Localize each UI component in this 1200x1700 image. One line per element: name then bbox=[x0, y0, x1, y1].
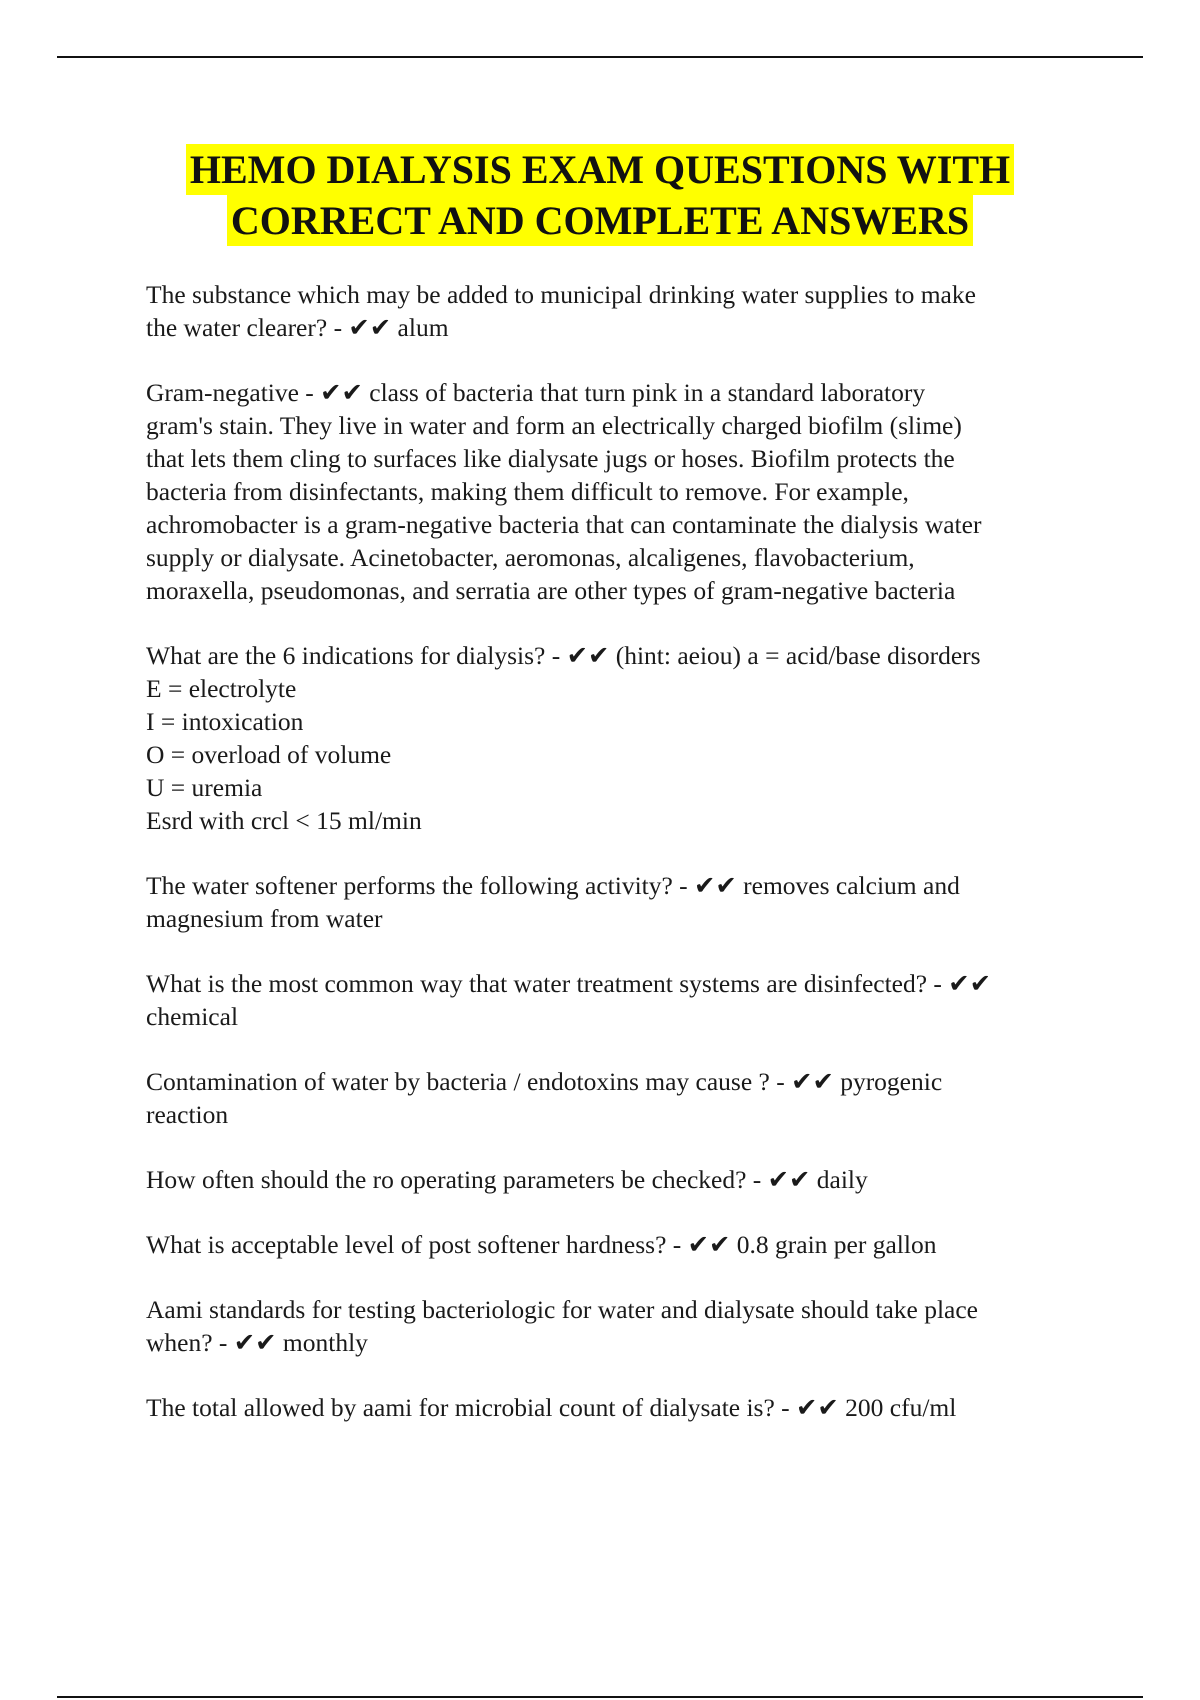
qa-line: bacteria from disinfectants, making them difficult to remove. For example, bbox=[146, 477, 909, 506]
qa-line: moraxella, pseudomonas, and serratia are other types of gram-negative bacteria bbox=[146, 576, 956, 605]
qa-line: reaction bbox=[146, 1100, 229, 1129]
bottom-rule bbox=[57, 1696, 1143, 1698]
title-line-2: CORRECT AND COMPLETE ANSWERS bbox=[227, 195, 973, 246]
qa-item bbox=[146, 869, 1086, 935]
qa-line: achromobacter is a gram-negative bacteria that can contaminate the dialysis water bbox=[146, 510, 982, 539]
qa-line: magnesium from water bbox=[146, 904, 383, 933]
qa-line: chemical bbox=[146, 1002, 239, 1031]
document-title bbox=[0, 144, 1200, 246]
qa-item bbox=[146, 1065, 1086, 1131]
qa-item bbox=[146, 1163, 1086, 1196]
qa-line: Aami standards for testing bacteriologic for water and dialysate should take place bbox=[146, 1295, 978, 1324]
qa-line: E = electrolyte bbox=[146, 674, 297, 703]
title-line-1: HEMO DIALYSIS EXAM QUESTIONS WITH bbox=[186, 144, 1014, 195]
qa-line: What are the 6 indications for dialysis? - ✔✔ (hint: aeiou) a = acid/base disorders bbox=[146, 641, 981, 670]
qa-line: What is acceptable level of post softener hardness? - ✔✔ 0.8 grain per gallon bbox=[146, 1230, 937, 1259]
qa-line: What is the most common way that water treatment systems are disinfected? - ✔✔ bbox=[146, 969, 992, 998]
qa-item bbox=[146, 278, 1086, 344]
qa-line: supply or dialysate. Acinetobacter, aeromonas, alcaligenes, flavobacterium, bbox=[146, 543, 915, 572]
qa-line: when? - ✔✔ monthly bbox=[146, 1328, 368, 1357]
qa-item bbox=[146, 376, 1086, 607]
qa-line: I = intoxication bbox=[146, 707, 304, 736]
qa-line: Contamination of water by bacteria / endotoxins may cause ? - ✔✔ pyrogenic bbox=[146, 1067, 943, 1096]
qa-item bbox=[146, 967, 1086, 1033]
qa-line: O = overload of volume bbox=[146, 740, 392, 769]
qa-item bbox=[146, 1391, 1086, 1424]
qa-line: Gram-negative - ✔✔ class of bacteria that turn pink in a standard laboratory bbox=[146, 378, 926, 407]
top-rule bbox=[57, 56, 1143, 58]
qa-item bbox=[146, 639, 1086, 837]
qa-line: The water softener performs the following activity? - ✔✔ removes calcium and bbox=[146, 871, 960, 900]
qa-line: The substance which may be added to municipal drinking water supplies to make bbox=[146, 280, 976, 309]
qa-line: gram's stain. They live in water and form an electrically charged biofilm (slime) bbox=[146, 411, 962, 440]
qa-line: that lets them cling to surfaces like dialysate jugs or hoses. Biofilm protects the bbox=[146, 444, 955, 473]
qa-item bbox=[146, 1228, 1086, 1261]
qa-line: How often should the ro operating parameters be checked? - ✔✔ daily bbox=[146, 1165, 868, 1194]
qa-item bbox=[146, 1293, 1086, 1359]
qa-line: Esrd with crcl < 15 ml/min bbox=[146, 806, 422, 835]
qa-line: the water clearer? - ✔✔ alum bbox=[146, 313, 449, 342]
qa-line: The total allowed by aami for microbial count of dialysate is? - ✔✔ 200 cfu/ml bbox=[146, 1393, 957, 1422]
qa-list bbox=[146, 278, 1086, 1456]
qa-line: U = uremia bbox=[146, 773, 263, 802]
